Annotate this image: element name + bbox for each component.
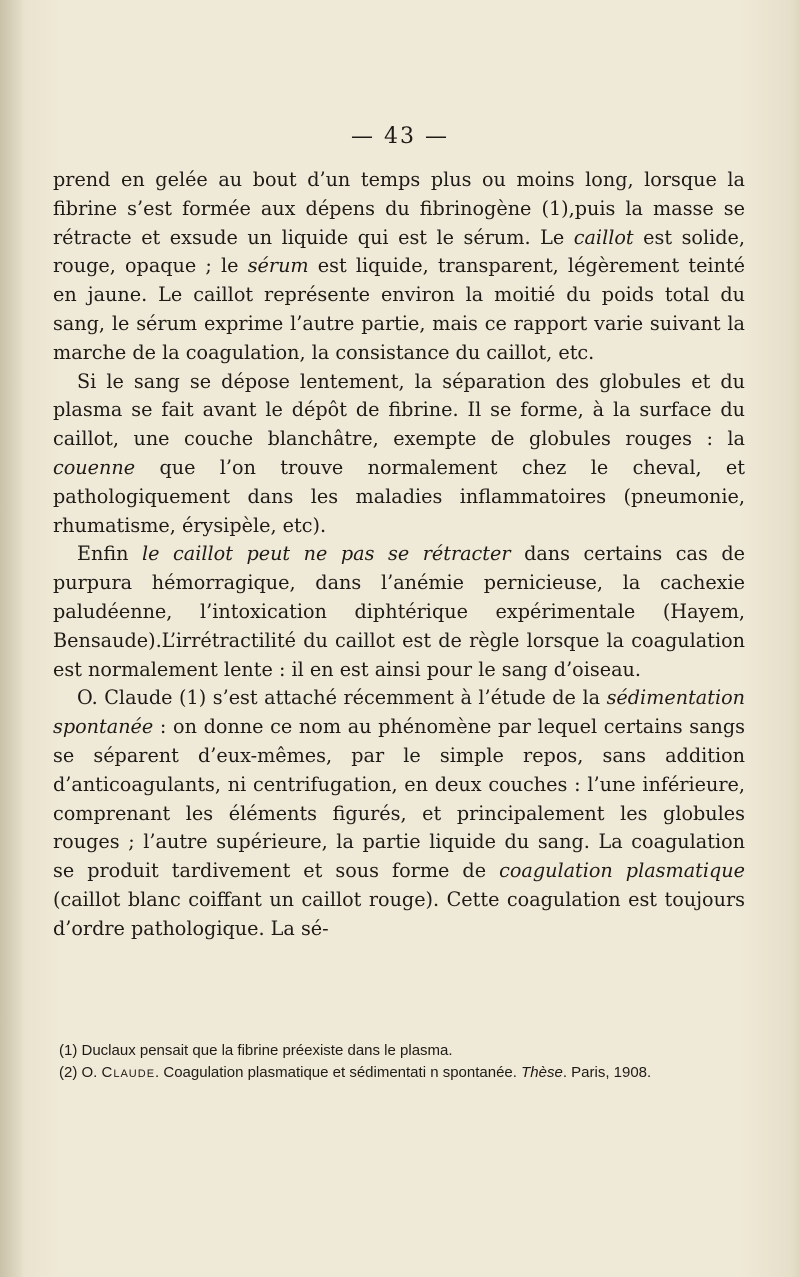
- paragraph: [53, 540, 745, 684]
- footnote-author: Claude: [101, 1064, 156, 1081]
- text-run: : on donne ce nom au phénomène par lequel certains sangs se séparent d’eux-mêmes, par le simple repos, sans addition d’anticoagulants, ni centrifugation, en deux couches : l’une inférieure, comprenant les éléments figurés, et principalement les globules rouges ; l’autre supérieure, la partie liquide du sang. La coagulation se produit tardivement et sous forme de: [53, 715, 745, 883]
- text-run: prend en gelée au bout d’un temps plus ou moins long, lorsque la fibrine s’est formée aux dépens du fibrinogène (1),puis la masse se rétracte et exsude un liquide qui est le sérum. Le: [53, 168, 745, 249]
- paragraph: [53, 166, 745, 368]
- text-run: est liquide, transparent, légèrement teinté en jaune. Le caillot représente environ la moitié du poids total du sang, le sérum exprime l’autre partie, mais ce rapport varie suivant la marche de la coagulation, la consistance du caillot, etc.: [53, 254, 745, 364]
- footnote-italic: Thèse: [521, 1064, 563, 1081]
- footnote-text: (2) O.: [59, 1064, 102, 1081]
- footnote-text: . Paris, 1908.: [562, 1064, 652, 1081]
- paragraph: [53, 684, 745, 943]
- text-run: (caillot blanc coiffant un caillot rouge). Cette coagulation est toujours d’ordre pathologique. La sé-: [53, 887, 745, 940]
- text-run: dans certains cas de purpura hémorragique, dans l’anémie pernicieuse, la cachexie paludéenne, l’intoxication diphtérique expérimentale (Hayem, Bensaude).L’irrétractilité du caillot est de règle lorsque la coagulation est normalement lente : il en est ainsi pour le sang d’oiseau.: [53, 542, 745, 681]
- footnote: [53, 1040, 745, 1062]
- text-run-italic: couenne: [53, 455, 136, 479]
- page-number: — 43 —: [351, 124, 449, 149]
- footnote-text: (1) Duclaux pensait que la fibrine préexiste dans le plasma.: [59, 1042, 453, 1059]
- text-run: que l’on trouve normalement chez le cheval, et pathologiquement dans les maladies inflammatoires (pneumonie, rhumatisme, érysipèle, etc).: [53, 455, 745, 537]
- footnotes: [53, 1040, 745, 1084]
- page-binding-edge: [0, 0, 22, 1277]
- body-text: [53, 166, 745, 944]
- paragraph: [53, 368, 745, 541]
- text-run-italic: le caillot peut ne pas se rétracter: [142, 542, 511, 566]
- text-run-italic: coagulation plasmatique: [499, 859, 745, 883]
- text-run: est solide, rouge, opaque ; le: [53, 225, 745, 278]
- text-run-italic: caillot: [573, 225, 634, 249]
- text-run: O. Claude (1) s’est attaché récemment à l’étude de la: [77, 686, 607, 710]
- text-run-italic: sédimentation spontanée: [53, 686, 745, 739]
- footnote: [53, 1062, 745, 1084]
- text-run: Si le sang se dépose lentement, la séparation des globules et du plasma se fait avant le dépôt de fibrine. Il se forme, à la surface du caillot, une couche blanchâtre, exempte de globules rouges : la: [53, 369, 745, 451]
- footnote-text: . Coagulation plasmatique et sédimentati n spontanée.: [155, 1064, 522, 1081]
- text-run: Enfin: [77, 542, 143, 566]
- text-run-italic: sérum: [247, 254, 309, 278]
